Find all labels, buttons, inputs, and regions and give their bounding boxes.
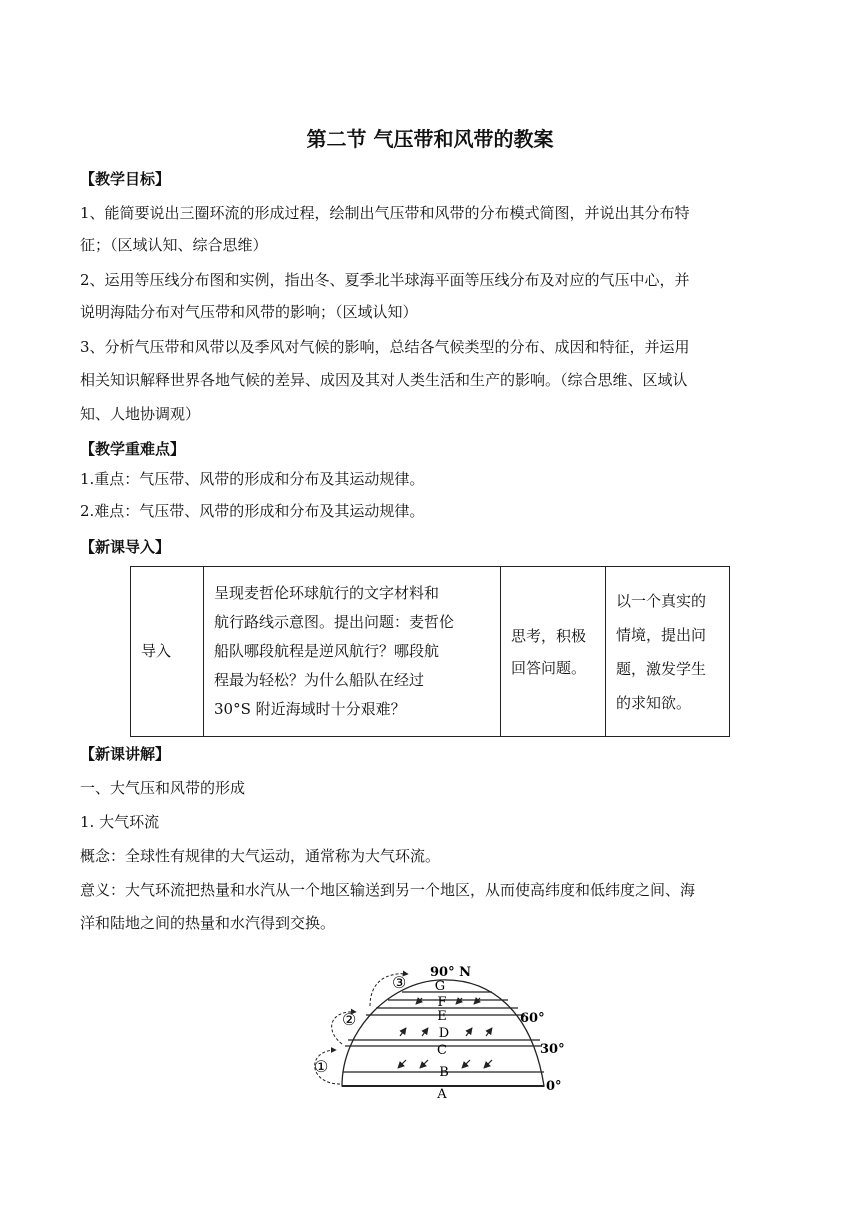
goal-1-line-2: 征；（区域认知、综合思维） [80,236,268,254]
goal-3-line-2: 相关知识解释世界各地气候的差异、成因及其对人类生活和生产的影响。（综合思维、区域认 [80,371,688,389]
stage-cell: 导入 [131,567,204,737]
cell-line: 船队哪段航程是逆风航行？哪段航 [214,642,440,660]
circulation-diagram [300,960,600,1110]
label-g: G [434,979,446,994]
cell-line: 30°S 附近海域时十分艰难？ [214,700,406,718]
goal-1-line-1: 1、能简要说出三圈环流的形成过程，绘制出气压带和风带的分布模式简图，并说出其分布特 [80,204,690,222]
page-title: 第二节 气压带和风带的教案 [306,127,554,151]
cell-1-label: ① [314,1057,329,1076]
label-0: 0° [546,1079,562,1094]
cell-line: 的求知欲。 [616,693,692,712]
label-e: E [437,1009,447,1024]
intro-heading: 【新课导入】 [80,538,171,556]
design-intent-cell [606,567,730,737]
part-1-title: 一、大气压和风带的形成 [80,779,246,797]
lecture-heading: 【新课讲解】 [80,745,171,763]
cell-line: 航行路线示意图。提出问题：麦哲伦 [214,613,455,631]
label-60: 60° [520,1011,545,1026]
difficult-point: 2.难点：气压带、风带的形成和分布及其运动规律。 [80,502,425,520]
meaning-line-2: 洋和陆地之间的热量和水汽得到交换。 [80,914,336,932]
label-f: F [437,995,447,1010]
goal-2-line-1: 2、运用等压线分布图和实例，指出冬、夏季北半球海平面等压线分布及对应的气压中心，并 [80,271,690,289]
label-d: D [438,1026,450,1041]
cell-2-label: ② [342,1010,357,1029]
cell-line: 以一个真实的 [616,591,707,610]
cell-line: 程最为轻松？为什么船队在经过 [214,671,425,689]
label-a: A [437,1087,447,1102]
goal-3-line-3: 知、人地协调观） [80,405,201,423]
key-points-heading: 【教学重难点】 [80,440,186,458]
cell-line: 题，激发学生 [616,659,707,678]
cell-line: 呈现麦哲伦环球航行的文字材料和 [214,584,440,602]
table-row [131,567,730,737]
cell-line: 回答问题。 [511,658,587,677]
concept-text: 概念：全球性有规律的大气运动，通常称为大气环流。 [80,847,441,865]
goal-2-line-2: 说明海陆分布对气压带和风带的影响；（区域认知） [80,303,418,321]
intro-table [130,566,730,737]
label-pole: 90° N [430,965,471,980]
label-30: 30° [540,1042,565,1057]
meaning-line-1: 意义：大气环流把热量和水汽从一个地区输送到另一个地区，从而使高纬度和低纬度之间、海 [80,881,696,899]
teacher-activity-cell [204,567,501,737]
goals-heading: 【教学目标】 [80,170,171,188]
label-c: C [437,1043,447,1058]
student-activity-cell [501,567,606,737]
label-b: B [439,1065,449,1080]
cell-line: 情境，提出问 [616,625,707,644]
cell-line: 思考，积极 [511,626,587,645]
goal-3-line-1: 3、分析气压带和风带以及季风对气候的影响，总结各气候类型的分布、成因和特征，并运用 [80,338,690,356]
cell-3-label: ③ [392,973,407,992]
key-point: 1.重点：气压带、风带的形成和分布及其运动规律。 [80,470,425,488]
subsection-title: 1. 大气环流 [80,813,160,831]
